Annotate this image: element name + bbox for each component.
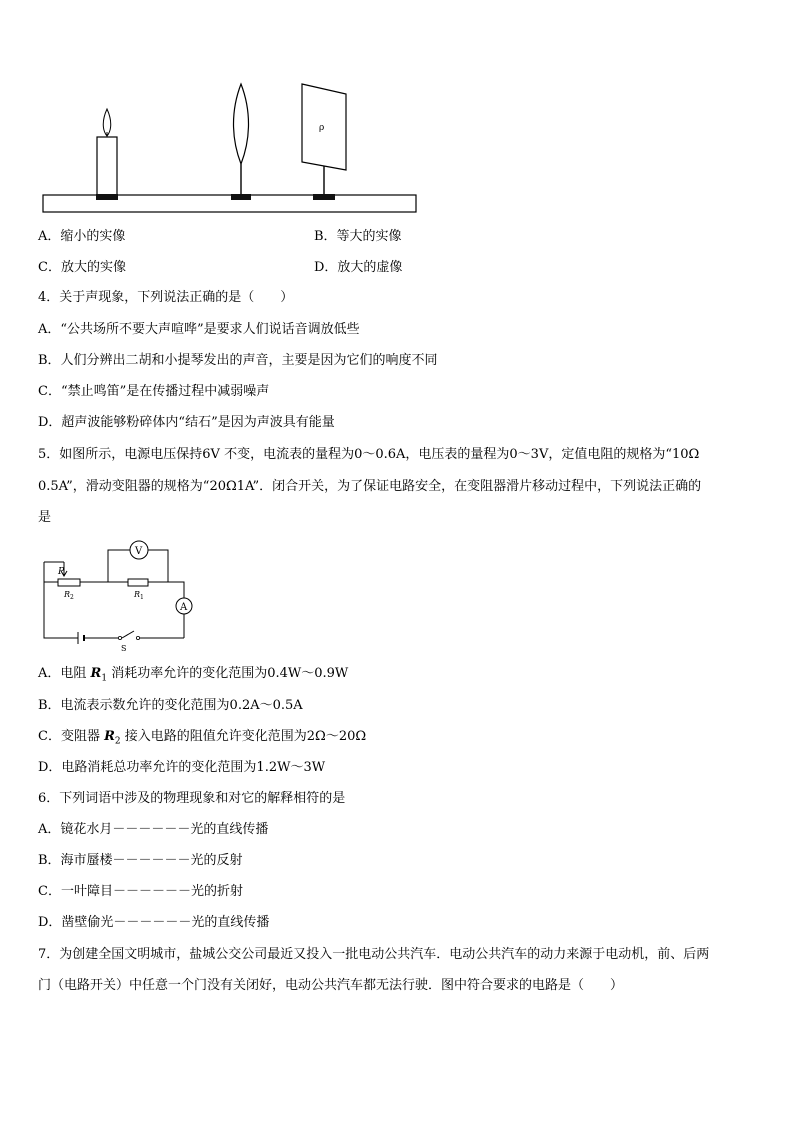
voltmeter-label: V [135, 546, 143, 557]
q3-option-d: D．放大的虚像 [314, 260, 403, 275]
q4-option-b: B．人们分辨出二胡和小提琴发出的声音，主要是因为它们的响度不同 [38, 353, 438, 368]
q5-option-a-sub: 1 [101, 673, 108, 684]
q5-stem-line3: 是 [38, 510, 52, 525]
q7-stem-line1: 7．为创建全国文明城市，盐城公交公司最近又投入一批电动公共汽车．电动公共汽车的动力来源于电动机，前、后两 [38, 947, 710, 962]
q5-option-b: B．电流表示数允许的变化范围为0.2A～0.5A [38, 698, 303, 713]
svg-text:ρ: ρ [319, 123, 325, 133]
q7-stem-line2: 门（电路开关）中任意一个门没有关闭好，电动公共汽车都无法行驶．图中符合要求的电路是（ ） [38, 978, 624, 993]
q4-option-a: A．“公共场所不要大声喧哗”是要求人们说话音调放低些 [38, 322, 360, 337]
slider-label: P [58, 567, 65, 577]
ammeter-label: A [180, 602, 188, 613]
q5-option-a [38, 665, 348, 688]
q6-option-c: C．一叶障目－－－－－－光的折射 [38, 884, 243, 899]
r1-subscript: 1 [140, 594, 144, 601]
q6-stem: 6．下列词语中涉及的物理现象和对它的解释相符的是 [38, 791, 346, 806]
q6-option-d: D．凿壁偷光－－－－－－光的直线传播 [38, 915, 270, 930]
q5-option-a-prefix: A．电阻 [38, 666, 91, 681]
optical-bench-figure [40, 80, 420, 216]
q5-option-c-sub: 2 [114, 736, 121, 747]
q6-option-a: A．镜花水月－－－－－－光的直线传播 [38, 822, 269, 837]
r2-label: R [64, 590, 71, 599]
q3-option-c: C．放大的实像 [38, 260, 126, 275]
q4-option-c: C．“禁止鸣笛”是在传播过程中减弱噪声 [38, 384, 270, 399]
q5-option-a-r: R [90, 666, 102, 681]
q5-option-c-r: R [104, 729, 115, 744]
q5-option-c [38, 728, 366, 751]
convex-lens [231, 84, 251, 200]
q3-option-a: A．缩小的实像 [38, 229, 126, 244]
q5-option-c-suffix: 接入电路的阻值允许变化范围为2Ω～20Ω [120, 729, 367, 744]
candle [96, 109, 118, 200]
q5-option-a-suffix: 消耗功率允许的变化范围为0.4W～0.9W [107, 666, 349, 681]
q4-option-d: D．超声波能够粉碎体内“结石”是因为声波具有能量 [38, 415, 335, 430]
q3-option-b: B．等大的实像 [314, 229, 402, 244]
r1-label: R [134, 590, 141, 599]
circuit-diagram [38, 538, 196, 654]
q6-option-b: B．海市蜃楼－－－－－－光的反射 [38, 853, 243, 868]
q5-option-d: D．电路消耗总功率允许的变化范围为1.2W～3W [38, 760, 326, 775]
r2-subscript: 2 [70, 594, 74, 601]
q5-stem-line1: 5．如图所示，电源电压保持6V 不变，电流表的量程为0～0.6A，电压表的量程为0～3V，定值电阻的规格为“10Ω [38, 447, 700, 462]
q5-stem-line2: 0.5A”，滑动变阻器的规格为“20Ω1A”．闭合开关，为了保证电路安全，在变阻器滑片移动过程中，下列说法正确的 [38, 479, 702, 494]
switch-label: S [121, 644, 127, 653]
light-screen [302, 84, 346, 200]
q4-stem: 4．关于声现象，下列说法正确的是（ ） [38, 290, 294, 305]
q5-option-c-prefix: C．变阻器 [38, 729, 105, 744]
